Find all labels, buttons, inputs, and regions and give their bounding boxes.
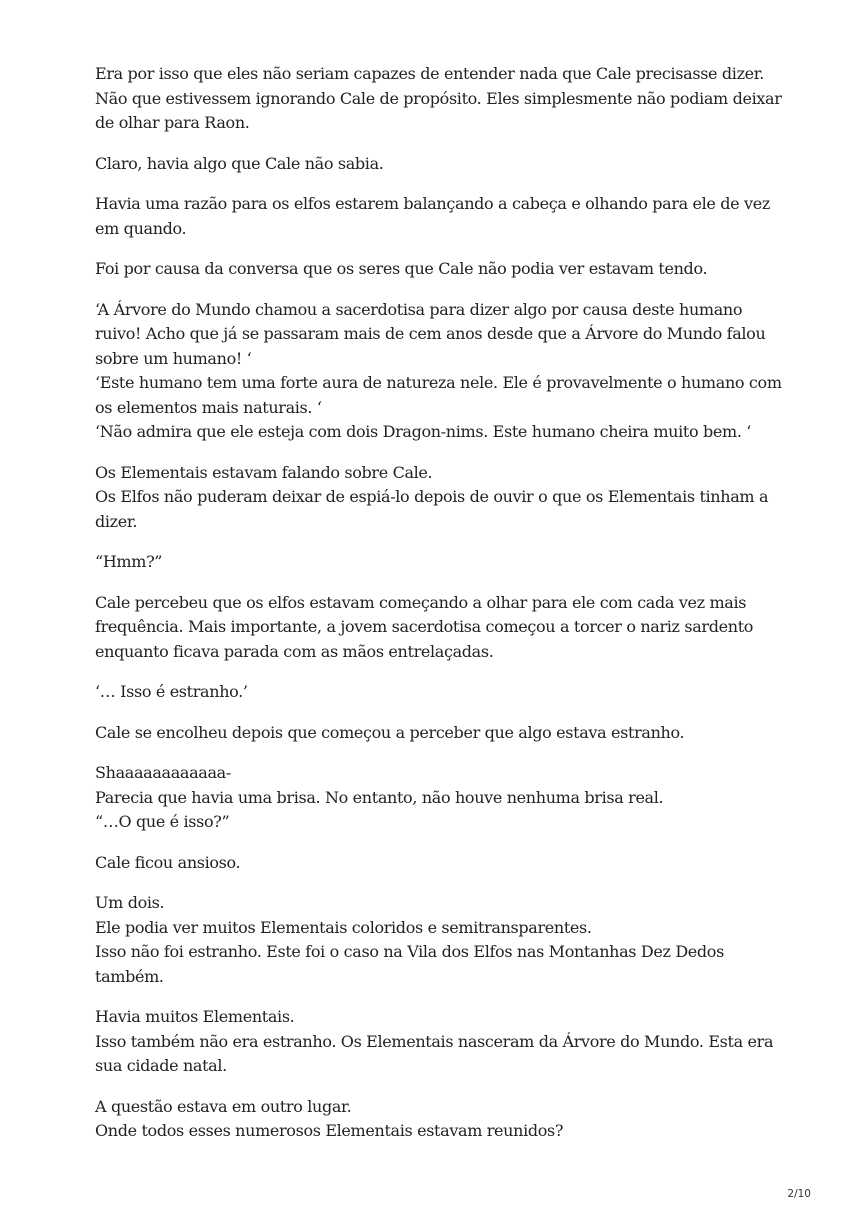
text-line: “Hmm?”	[95, 552, 163, 571]
text-line: Isso não foi estranho. Este foi o caso na Vila dos Elfos nas Montanhas Dez Dedos também.	[95, 942, 724, 986]
paragraph	[95, 550, 785, 575]
text-line: ‘A Árvore do Mundo chamou a sacerdotisa para dizer algo por causa deste humano ruivo! Acho que já se passaram mais de cem anos desde que a Árvore do Mundo falou sobre um humano! ‘	[95, 299, 766, 368]
text-line: Isso também não era estranho. Os Elementais nasceram da Árvore do Mundo. Esta era sua cidade natal.	[95, 1031, 774, 1075]
paragraph	[95, 761, 785, 835]
paragraph	[95, 1005, 785, 1079]
page-number: 2/10	[787, 1188, 811, 1200]
paragraph	[95, 62, 785, 136]
paragraph	[95, 1095, 785, 1144]
text-line: Onde todos esses numerosos Elementais estavam reunidos?	[95, 1121, 564, 1140]
text-line: Foi por causa da conversa que os seres que Cale não podia ver estavam tendo.	[95, 259, 708, 278]
paragraph	[95, 461, 785, 535]
text-line: ‘… Isso é estranho.’	[95, 682, 248, 701]
paragraph	[95, 851, 785, 876]
text-line: ‘Este humano tem uma forte aura de natureza nele. Ele é provavelmente o humano com os elementos mais naturais. ‘	[95, 373, 782, 417]
text-line: Os Elementais estavam falando sobre Cale.	[95, 462, 433, 482]
text-line: A questão estava em outro lugar.	[95, 1096, 352, 1116]
text-line: Ele podia ver muitos Elementais coloridos e semitransparentes.	[95, 917, 592, 937]
paragraph	[95, 152, 785, 177]
text-line: Um dois.	[95, 893, 165, 912]
paragraph	[95, 680, 785, 705]
text-line: Shaaaaaaaaaaaa-	[95, 763, 231, 782]
paragraph	[95, 298, 785, 445]
paragraph	[95, 257, 785, 282]
text-line: Claro, havia algo que Cale não sabia.	[95, 153, 384, 173]
paragraph	[95, 591, 785, 665]
text-line: Cale percebeu que os elfos estavam começando a olhar para ele com cada vez mais frequência. Mais importante, a jovem sacerdotisa começou a torcer o nariz sardento enquanto ficava parada com as mãos entrelaçadas.	[95, 592, 754, 661]
text-line: ‘Não admira que ele esteja com dois Dragon-nims. Este humano cheira muito bem. ‘	[95, 422, 752, 441]
text-line: Os Elfos não puderam deixar de espiá-lo depois de ouvir o que os Elementais tinham a dizer.	[95, 487, 769, 531]
text-line: Cale ficou ansioso.	[95, 852, 241, 872]
paragraph	[95, 891, 785, 989]
text-line: Parecia que havia uma brisa. No entanto, não houve nenhuma brisa real.	[95, 787, 664, 807]
text-line: Havia uma razão para os elfos estarem balançando a cabeça e olhando para ele de vez em quando.	[95, 194, 770, 238]
text-line: “…O que é isso?”	[95, 812, 230, 831]
text-line: Havia muitos Elementais.	[95, 1007, 295, 1026]
text-line: Era por isso que eles não seriam capazes de entender nada que Cale precisasse dizer. Não que estivessem ignorando Cale de propósito. Eles simplesmente não podiam deixar de olhar para Raon.	[95, 64, 782, 132]
document-body	[95, 62, 785, 1160]
text-line: Cale se encolheu depois que começou a perceber que algo estava estranho.	[95, 722, 685, 742]
paragraph	[95, 721, 785, 746]
paragraph	[95, 192, 785, 241]
